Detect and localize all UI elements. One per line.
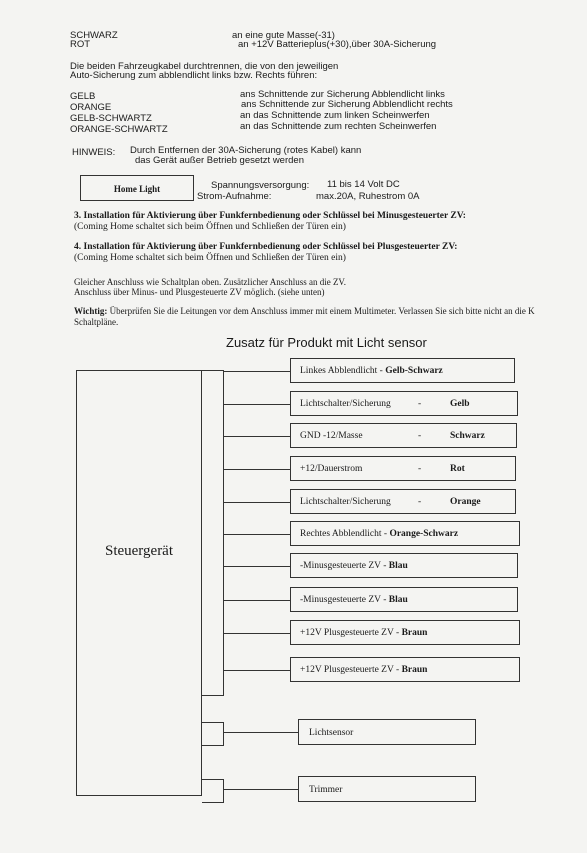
supply-value: 11 bis 14 Volt DC — [327, 179, 400, 190]
connection-label — [300, 595, 408, 605]
cut-wire-desc: ans Schnittende zur Sicherung Abblendlicht links — [240, 89, 445, 100]
connection-name: +12V Plusgesteuerte ZV - — [300, 628, 400, 638]
connection-color: Blau — [386, 595, 408, 605]
wire-desc-schwarz: an eine gute Masse(-31) — [232, 30, 335, 41]
connection-wire — [224, 502, 290, 503]
connection-color: Gelb — [450, 399, 470, 409]
connection-name: GND -12/Masse — [300, 431, 363, 441]
connection-label — [300, 561, 408, 571]
hinweis-line-1: Durch Entfernen der 30A-Sicherung (rotes Kabel) kann — [130, 145, 362, 156]
connector-block-trimmer — [202, 779, 224, 803]
connection-box — [290, 391, 518, 416]
connection-name: +12/Dauerstrom — [300, 464, 363, 474]
home-light-label: Home Light — [113, 184, 161, 194]
cut-wire-color: GELB — [70, 91, 96, 102]
connection-box — [290, 620, 520, 645]
connection-name: Linkes Abblendlicht - — [300, 366, 383, 376]
connection-separator: - — [418, 464, 422, 474]
cut-wire-desc: an das Schnittende zum rechten Scheinwerfen — [240, 121, 437, 132]
connection-wire — [224, 633, 290, 634]
home-light-box — [80, 175, 194, 201]
connection-label — [300, 431, 485, 441]
connection-box — [290, 553, 518, 578]
extra-label: Trimmer — [309, 785, 343, 795]
cut-wire-desc: an das Schnittende zum linken Scheinwerfen — [240, 110, 430, 121]
extra-wire — [224, 732, 298, 733]
connection-separator: - — [418, 399, 422, 409]
cut-wire-color: GELB-SCHWARTZ — [70, 113, 152, 124]
connection-color: Gelb-Schwarz — [382, 366, 443, 376]
connection-label — [300, 366, 443, 376]
cut-wire-desc: ans Schnittende zur Sicherung Abblendlicht rechts — [241, 99, 453, 110]
connection-wire — [224, 404, 290, 405]
connection-label — [300, 665, 427, 675]
connection-label — [300, 497, 481, 507]
connection-wire — [224, 534, 290, 535]
connector-block-sensor — [202, 722, 224, 746]
connection-color: Blau — [386, 561, 408, 571]
connection-color: Orange — [450, 497, 481, 507]
connection-wire — [224, 436, 290, 437]
connection-label — [300, 529, 458, 539]
connection-color: Orange-Schwarz — [387, 529, 459, 539]
connector-block — [202, 370, 224, 696]
cut-wire-color: ORANGE-SCHWARTZ — [70, 124, 168, 135]
warning-text: Überprüfen Sie die Leitungen vor dem Anschluss immer mit einem Multimeter. Verlassen Sie sich bitte nicht an die K — [109, 306, 535, 316]
control-unit-label: Steuergerät — [104, 543, 174, 559]
hinweis-label: HINWEIS: — [72, 147, 116, 158]
note-line-2: Anschluss über Minus- und Plusgesteuerte ZV möglich. (siehe unten) — [74, 287, 325, 297]
connection-box — [290, 423, 517, 448]
section-3-text: (Coming Home schaltet sich beim Öffnen und Schließen der Türen ein) — [74, 222, 346, 232]
wire-color-schwarz: SCHWARZ — [70, 30, 118, 41]
connection-wire — [224, 371, 290, 372]
extra-label: Lichtsensor — [309, 728, 354, 738]
connection-separator: - — [418, 497, 422, 507]
current-value: max.20A, Ruhestrom 0A — [316, 191, 420, 202]
connection-name: Lichtschalter/Sicherung — [300, 497, 391, 507]
connection-name: Rechtes Abblendlicht - — [300, 529, 388, 539]
connection-label — [300, 628, 427, 638]
extra-box — [298, 719, 476, 745]
connection-color: Rot — [450, 464, 465, 474]
cut-wire-color: ORANGE — [70, 102, 112, 113]
intro-line-2: Auto-Sicherung zum abblendlicht links bzw. Rechts führen: — [70, 70, 318, 81]
connection-label — [300, 399, 470, 409]
connection-name: -Minusgesteuerte ZV - — [300, 595, 387, 605]
connection-name: Lichtschalter/Sicherung — [300, 399, 391, 409]
connection-color: Schwarz — [450, 431, 485, 441]
extra-wire — [224, 789, 298, 790]
connection-label — [300, 464, 465, 474]
supply-label: Spannungsversorgung: — [211, 180, 310, 191]
connection-wire — [224, 566, 290, 567]
connection-wire — [224, 600, 290, 601]
warning-line-1 — [74, 306, 535, 316]
connection-color: Braun — [399, 628, 428, 638]
wire-desc-rot: an +12V Batterieplus(+30),über 30A-Sicherung — [238, 39, 437, 50]
section-4-text: (Coming Home schaltet sich beim Öffnen und Schließen der Türen ein) — [74, 253, 346, 263]
connection-name: +12V Plusgesteuerte ZV - — [300, 665, 400, 675]
warning-line-2: Schaltpläne. — [74, 317, 119, 327]
connection-name: -Minusgesteuerte ZV - — [300, 561, 387, 571]
connection-box — [290, 456, 516, 481]
connection-wire — [224, 469, 290, 470]
connection-box — [290, 358, 515, 383]
wire-color-rot: ROT — [70, 39, 91, 50]
connection-color: Braun — [399, 665, 428, 675]
extra-box — [298, 776, 476, 802]
hinweis-line-2: das Gerät außer Betrieb gesetzt werden — [135, 155, 304, 166]
diagram-title: Zusatz für Produkt mit Licht sensor — [226, 335, 427, 350]
connection-box — [290, 489, 516, 514]
section-3-title: 3. Installation für Aktivierung über Funkfernbedienung oder Schlüssel bei Minusgesteuerter ZV: — [74, 211, 466, 221]
connection-box — [290, 657, 520, 682]
warning-label: Wichtig: — [74, 306, 108, 316]
section-4-title: 4. Installation für Aktivierung über Funkfernbedienung oder Schlüssel bei Plusgesteuerter ZV: — [74, 242, 458, 252]
connection-box — [290, 587, 518, 612]
control-unit-box — [76, 370, 202, 796]
connection-wire — [224, 670, 290, 671]
note-line-1: Gleicher Anschluss wie Schaltplan oben. Zusätzlicher Anschluss an die ZV. — [74, 277, 347, 287]
current-label: Strom-Aufnahme: — [197, 191, 272, 202]
connection-box — [290, 521, 520, 546]
intro-line-1: Die beiden Fahrzeugkabel durchtrennen, die von den jeweiligen — [70, 61, 339, 72]
connection-separator: - — [418, 431, 422, 441]
